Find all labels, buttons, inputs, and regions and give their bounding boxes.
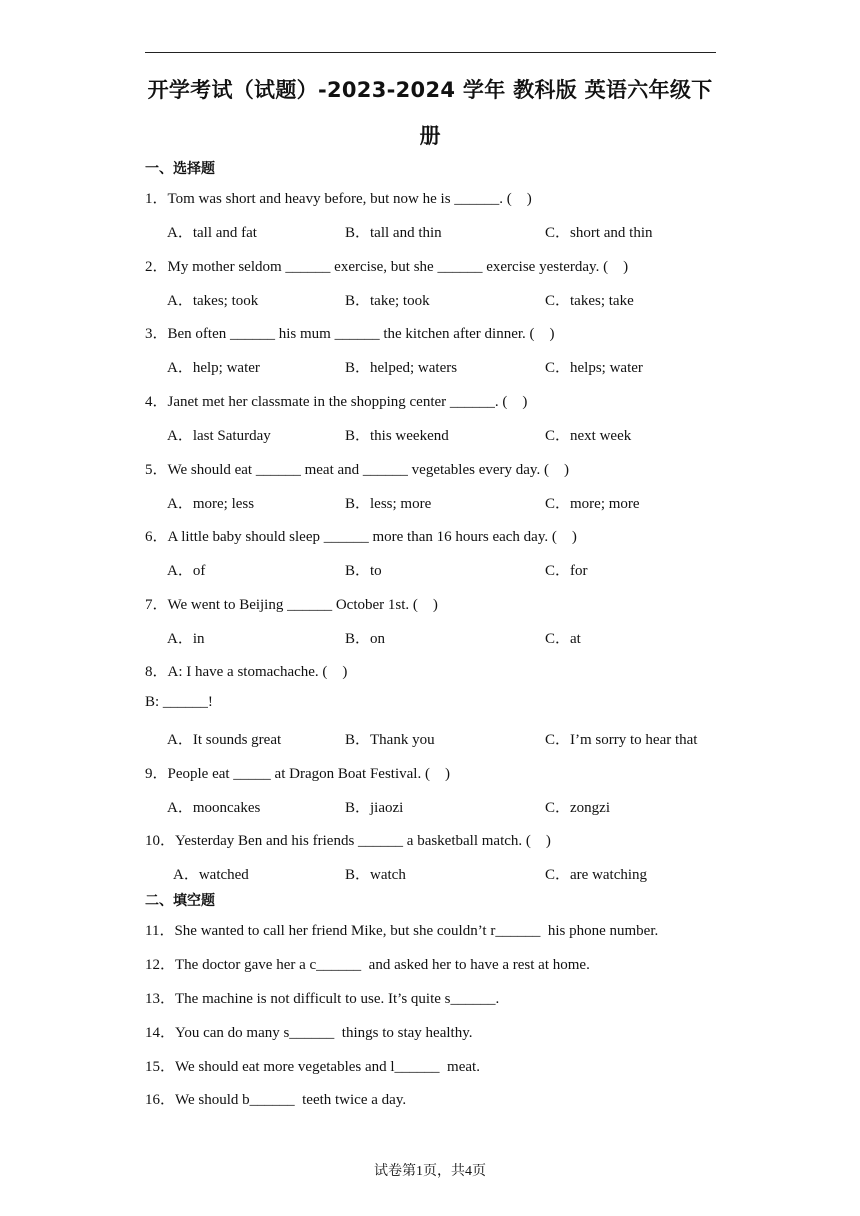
- question-9: 9．People eat _____ at Dragon Boat Festival. ( ): [145, 766, 450, 782]
- option-5a: A．more; less: [167, 496, 255, 512]
- question-12: 12．The doctor gave her a c______ and asked her to have a rest at home.: [145, 957, 590, 973]
- question-11: 11．She wanted to call her friend Mike, but she couldn’t r______ his phone number.: [145, 923, 659, 939]
- option-3a: A．help; water: [167, 360, 260, 376]
- option-10c: C．are watching: [545, 867, 648, 883]
- option-1a: A．tall and fat: [167, 225, 257, 241]
- question-8: 8．A: I have a stomachache. ( ): [145, 664, 348, 680]
- option-7b: B．on: [345, 631, 386, 647]
- section-heading-fill: 二、填空题: [145, 893, 215, 909]
- option-10a: A．watched: [173, 867, 249, 883]
- question-5: 5．We should eat ______ meat and ______ vegetables every day. ( ): [145, 462, 569, 478]
- question-3: 3．Ben often ______ his mum ______ the kitchen after dinner. ( ): [145, 326, 555, 342]
- question-2: 2．My mother seldom ______ exercise, but she ______ exercise yesterday. ( ): [145, 259, 629, 275]
- option-5c: C．more; more: [545, 496, 640, 512]
- option-3b: B．helped; waters: [345, 360, 458, 376]
- option-8b: B．Thank you: [345, 732, 435, 748]
- question-8-response: B: ______!: [145, 694, 213, 710]
- option-7a: A．in: [167, 631, 205, 647]
- option-2b: B．take; took: [345, 293, 430, 309]
- page-title-continued: 册: [419, 124, 441, 148]
- question-16: 16．We should b______ teeth twice a day.: [145, 1092, 407, 1108]
- question-6: 6．A little baby should sleep ______ more than 16 hours each day. ( ): [145, 529, 577, 545]
- option-6a: A．of: [167, 563, 206, 579]
- option-5b: B．less; more: [345, 496, 432, 512]
- header-rule: [145, 52, 716, 53]
- question-13: 13．The machine is not difficult to use. It’s quite s______.: [145, 991, 500, 1007]
- option-10b: B．watch: [345, 867, 406, 883]
- option-2c: C．takes; take: [545, 293, 634, 309]
- question-7: 7．We went to Beijing ______ October 1st. ( ): [145, 597, 438, 613]
- option-2a: A．takes; took: [167, 293, 259, 309]
- option-6c: C．for: [545, 563, 588, 579]
- page-footer: 试卷第1页，共4页: [374, 1164, 486, 1179]
- option-3c: C．helps; water: [545, 360, 643, 376]
- question-14: 14．You can do many s______ things to stay healthy.: [145, 1025, 473, 1041]
- question-4: 4．Janet met her classmate in the shopping center ______. ( ): [145, 394, 528, 410]
- option-4a: A．last Saturday: [167, 428, 271, 444]
- page-title: 开学考试（试题）-2023-2024 学年 教科版 英语六年级下: [147, 78, 713, 102]
- option-9c: C．zongzi: [545, 800, 610, 816]
- option-9a: A．mooncakes: [167, 800, 261, 816]
- question-1: 1．Tom was short and heavy before, but now he is ______. ( ): [145, 191, 532, 207]
- option-4b: B．this weekend: [345, 428, 449, 444]
- option-4c: C．next week: [545, 428, 632, 444]
- option-8c: C．I’m sorry to hear that: [545, 732, 698, 748]
- option-1c: C．short and thin: [545, 225, 653, 241]
- option-8a: A．It sounds great: [167, 732, 282, 748]
- section-heading-choice: 一、选择题: [145, 161, 215, 177]
- option-9b: B．jiaozi: [345, 800, 404, 816]
- option-6b: B．to: [345, 563, 382, 579]
- option-1b: B．tall and thin: [345, 225, 442, 241]
- option-7c: C．at: [545, 631, 581, 647]
- question-10: 10．Yesterday Ben and his friends ______ a basketball match. ( ): [145, 833, 551, 849]
- question-15: 15．We should eat more vegetables and l______ meat.: [145, 1059, 480, 1075]
